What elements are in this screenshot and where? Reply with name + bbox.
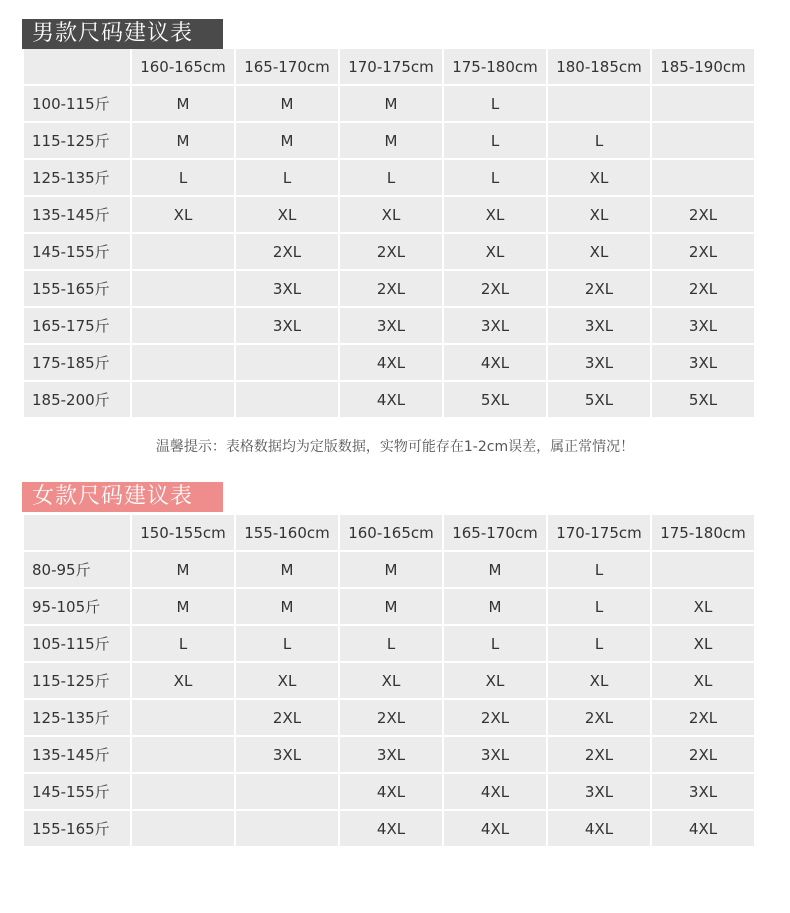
corner-cell <box>24 515 130 550</box>
size-cell: M <box>444 589 546 624</box>
size-cell: 2XL <box>652 197 754 232</box>
size-cell: XL <box>444 234 546 269</box>
table-row <box>24 811 754 846</box>
weight-row-header: 100-115斤 <box>24 86 130 121</box>
height-column-header: 155-160cm <box>236 515 338 550</box>
size-cell: 2XL <box>340 271 442 306</box>
size-cell: 5XL <box>652 382 754 417</box>
weight-row-header: 115-125斤 <box>24 663 130 698</box>
size-cell <box>132 308 234 343</box>
weight-row-header: 95-105斤 <box>24 589 130 624</box>
size-cell: 2XL <box>548 271 650 306</box>
size-cell: 3XL <box>236 271 338 306</box>
weight-row-header: 135-145斤 <box>24 737 130 772</box>
size-cell: 5XL <box>548 382 650 417</box>
size-cell: 2XL <box>340 700 442 735</box>
size-cell: 5XL <box>444 382 546 417</box>
size-cell: L <box>548 589 650 624</box>
size-cell: 4XL <box>340 811 442 846</box>
notice-text: 温馨提示：表格数据均为定版数据，实物可能存在1-2cm误差，属正常情况！ <box>155 439 635 455</box>
size-cell <box>548 86 650 121</box>
size-cell: XL <box>548 197 650 232</box>
size-cell: 2XL <box>444 700 546 735</box>
table-row <box>24 123 754 158</box>
size-cell: L <box>548 552 650 587</box>
size-cell <box>236 382 338 417</box>
size-cell: 3XL <box>652 308 754 343</box>
weight-row-header: 115-125斤 <box>24 123 130 158</box>
size-cell: 3XL <box>236 737 338 772</box>
height-column-header: 160-165cm <box>340 515 442 550</box>
weight-row-header: 185-200斤 <box>24 382 130 417</box>
size-cell: L <box>548 626 650 661</box>
size-cell: XL <box>132 663 234 698</box>
size-cell <box>652 160 754 195</box>
table-row <box>24 552 754 587</box>
weight-row-header: 80-95斤 <box>24 552 130 587</box>
size-cell: XL <box>548 663 650 698</box>
size-cell: XL <box>652 626 754 661</box>
table-row <box>24 663 754 698</box>
size-cell: XL <box>236 197 338 232</box>
size-cell: 2XL <box>652 234 754 269</box>
size-cell <box>132 774 234 809</box>
table-row <box>24 382 754 417</box>
size-cell: 4XL <box>340 382 442 417</box>
table-row <box>24 589 754 624</box>
size-cell: XL <box>132 197 234 232</box>
size-cell: XL <box>444 663 546 698</box>
size-cell: 2XL <box>340 234 442 269</box>
size-cell: 3XL <box>548 345 650 380</box>
size-cell: 2XL <box>652 271 754 306</box>
size-cell: 4XL <box>444 345 546 380</box>
height-column-header: 165-170cm <box>444 515 546 550</box>
height-column-header: 170-175cm <box>340 49 442 84</box>
size-cell: 4XL <box>340 345 442 380</box>
size-cell <box>132 700 234 735</box>
table-row <box>24 700 754 735</box>
size-cell: M <box>340 86 442 121</box>
weight-row-header: 125-135斤 <box>24 160 130 195</box>
height-column-header: 150-155cm <box>132 515 234 550</box>
size-cell: XL <box>652 589 754 624</box>
size-cell <box>132 271 234 306</box>
size-cell: XL <box>548 234 650 269</box>
weight-row-header: 175-185斤 <box>24 345 130 380</box>
size-cell: 4XL <box>340 774 442 809</box>
size-cell: XL <box>548 160 650 195</box>
weight-row-header: 165-175斤 <box>24 308 130 343</box>
weight-row-header: 135-145斤 <box>24 197 130 232</box>
size-cell: 3XL <box>340 308 442 343</box>
size-cell <box>236 811 338 846</box>
table-row <box>24 234 754 269</box>
size-cell: 4XL <box>652 811 754 846</box>
size-cell: L <box>548 123 650 158</box>
men-size-table <box>22 47 756 419</box>
size-cell: 2XL <box>236 700 338 735</box>
size-cell: 2XL <box>548 737 650 772</box>
table-row <box>24 197 754 232</box>
women-size-chart-title: 女款尺码建议表 <box>22 482 223 512</box>
size-cell: M <box>236 86 338 121</box>
table-row <box>24 271 754 306</box>
size-cell <box>236 774 338 809</box>
size-cell: 4XL <box>548 811 650 846</box>
height-column-header: 180-185cm <box>548 49 650 84</box>
size-cell: M <box>236 123 338 158</box>
men-size-chart-title: 男款尺码建议表 <box>22 19 223 49</box>
size-cell: M <box>444 552 546 587</box>
height-column-header: 170-175cm <box>548 515 650 550</box>
header-row <box>24 49 754 84</box>
size-cell <box>652 123 754 158</box>
size-cell: 2XL <box>548 700 650 735</box>
size-cell <box>132 811 234 846</box>
table-row <box>24 160 754 195</box>
size-cell: 3XL <box>444 308 546 343</box>
size-cell: M <box>132 86 234 121</box>
size-cell: XL <box>236 663 338 698</box>
size-cell: L <box>444 626 546 661</box>
size-cell: M <box>340 123 442 158</box>
size-cell: 3XL <box>652 774 754 809</box>
size-cell: 4XL <box>444 774 546 809</box>
size-cell: XL <box>444 197 546 232</box>
size-cell: 3XL <box>548 308 650 343</box>
size-cell: L <box>236 626 338 661</box>
table-row <box>24 86 754 121</box>
corner-cell <box>24 49 130 84</box>
size-cell: 3XL <box>444 737 546 772</box>
size-cell: M <box>132 589 234 624</box>
size-cell <box>236 345 338 380</box>
size-cell: L <box>236 160 338 195</box>
height-column-header: 165-170cm <box>236 49 338 84</box>
weight-row-header: 105-115斤 <box>24 626 130 661</box>
height-column-header: 185-190cm <box>652 49 754 84</box>
table-row <box>24 626 754 661</box>
weight-row-header: 155-165斤 <box>24 811 130 846</box>
size-cell <box>132 382 234 417</box>
size-cell: L <box>340 626 442 661</box>
height-column-header: 160-165cm <box>132 49 234 84</box>
women-size-table <box>22 513 756 848</box>
size-cell: 3XL <box>548 774 650 809</box>
weight-row-header: 125-135斤 <box>24 700 130 735</box>
size-cell <box>132 737 234 772</box>
size-cell: M <box>340 589 442 624</box>
table-row <box>24 308 754 343</box>
size-cell: M <box>236 589 338 624</box>
weight-row-header: 145-155斤 <box>24 774 130 809</box>
size-cell: 2XL <box>652 737 754 772</box>
size-cell: M <box>132 123 234 158</box>
height-column-header: 175-180cm <box>652 515 754 550</box>
size-cell: L <box>340 160 442 195</box>
height-column-header: 175-180cm <box>444 49 546 84</box>
size-cell: L <box>132 160 234 195</box>
size-cell: L <box>444 160 546 195</box>
size-cell: 4XL <box>444 811 546 846</box>
size-cell: M <box>340 552 442 587</box>
size-cell: XL <box>652 663 754 698</box>
table-row <box>24 345 754 380</box>
size-cell <box>132 234 234 269</box>
size-cell: 3XL <box>652 345 754 380</box>
size-cell: L <box>132 626 234 661</box>
size-cell: M <box>236 552 338 587</box>
weight-row-header: 155-165斤 <box>24 271 130 306</box>
size-cell <box>132 345 234 380</box>
size-cell <box>652 552 754 587</box>
size-cell: 3XL <box>340 737 442 772</box>
size-cell: 2XL <box>652 700 754 735</box>
size-cell: L <box>444 86 546 121</box>
size-cell: XL <box>340 197 442 232</box>
size-cell: XL <box>340 663 442 698</box>
size-cell <box>652 86 754 121</box>
weight-row-header: 145-155斤 <box>24 234 130 269</box>
size-cell: 2XL <box>444 271 546 306</box>
header-row <box>24 515 754 550</box>
table-row <box>24 737 754 772</box>
size-cell: L <box>444 123 546 158</box>
size-cell: 2XL <box>236 234 338 269</box>
size-cell: M <box>132 552 234 587</box>
table-row <box>24 774 754 809</box>
size-cell: 3XL <box>236 308 338 343</box>
